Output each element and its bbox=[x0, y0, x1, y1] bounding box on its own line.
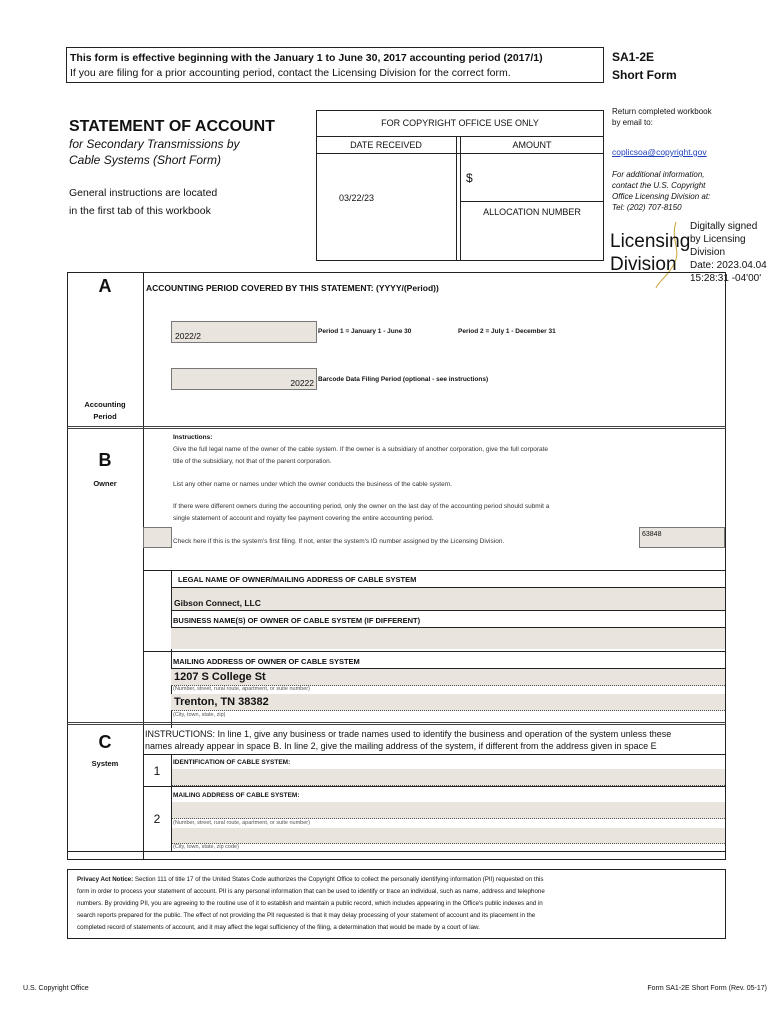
mailing-address-label: MAILING ADDRESS OF OWNER OF CABLE SYSTEM bbox=[173, 657, 360, 666]
section-c-label: System bbox=[91, 759, 119, 768]
section-b-instruction-2: List any other name or names under which the owner conducts the business of the cable system. bbox=[173, 481, 452, 488]
period-1-note: Period 1 = January 1 - June 30 bbox=[318, 328, 412, 335]
section-b-instructions-title: Instructions: bbox=[173, 434, 213, 441]
system-id-input[interactable] bbox=[639, 527, 725, 548]
accounting-period-value: 2022/2 bbox=[175, 331, 201, 341]
identification-input[interactable] bbox=[172, 769, 725, 786]
first-filing-text: Check here if this is the system's first filing. If not, enter the system's ID number assigned by the Licensing Division. bbox=[173, 538, 505, 545]
amount-label: AMOUNT bbox=[512, 140, 552, 150]
info-text-3: Office Licensing Division at: bbox=[612, 192, 711, 201]
privacy-title: Privacy Act Notice: bbox=[77, 876, 134, 883]
system-city-input[interactable] bbox=[172, 828, 725, 844]
city-state-value: Trenton, TN 38382 bbox=[174, 696, 269, 708]
effective-line-1: This form is effective beginning with the January 1 to June 30, 2017 accounting period (2017/1) bbox=[70, 52, 543, 64]
line-2-number: 2 bbox=[153, 812, 161, 826]
statement-title: STATEMENT OF ACCOUNT bbox=[69, 118, 275, 135]
allocation-number-label: ALLOCATION NUMBER bbox=[483, 207, 581, 217]
system-mailing-label: MAILING ADDRESS OF CABLE SYSTEM: bbox=[173, 792, 300, 799]
legal-name-value: Gibson Connect, LLC bbox=[174, 598, 261, 608]
section-b-instruction-1a: Give the full legal name of the owner of the cable system. If the owner is a subsidiary of another corporation, give the full corporate bbox=[173, 446, 549, 453]
first-filing-checkbox[interactable] bbox=[143, 527, 172, 548]
signature-detail-4: Date: 2023.04.04 bbox=[690, 260, 767, 271]
business-name-label: BUSINESS NAME(S) OF OWNER OF CABLE SYSTEM (IF DIFFERENT) bbox=[173, 616, 421, 625]
info-text-2: contact the U.S. Copyright bbox=[612, 181, 706, 190]
return-text-1: Return completed workbook bbox=[612, 107, 712, 116]
return-text-2: by email to: bbox=[612, 118, 653, 127]
street-address-hint: (Number, street, rural route, apartment, or suite number) bbox=[173, 686, 310, 692]
line-1-number: 1 bbox=[153, 764, 161, 778]
signature-detail-5: 15:28:31 -04'00' bbox=[690, 273, 762, 284]
effective-notice-box bbox=[66, 47, 604, 83]
privacy-line-1 bbox=[77, 876, 544, 883]
street-address-input[interactable] bbox=[171, 669, 725, 686]
city-state-input[interactable] bbox=[171, 694, 725, 711]
system-street-input[interactable] bbox=[172, 802, 725, 819]
signature-detail-1: Digitally signed bbox=[690, 221, 758, 232]
signature-name-2: Division bbox=[610, 254, 677, 275]
footer-right: Form SA1-2E Short Form (Rev. 05-17) bbox=[647, 985, 767, 992]
legal-name-label: LEGAL NAME OF OWNER/MAILING ADDRESS OF CABLE SYSTEM bbox=[178, 575, 417, 584]
section-a-letter: A bbox=[98, 276, 112, 296]
statement-subtitle-1: for Secondary Transmissions by bbox=[69, 137, 240, 151]
identification-label: IDENTIFICATION OF CABLE SYSTEM: bbox=[173, 759, 291, 766]
info-text-4: Tel: (202) 707-8150 bbox=[612, 203, 682, 212]
section-c-instruction-1: INSTRUCTIONS: In line 1, give any business or trade names used to identify the business and operation of the system unless these bbox=[145, 729, 672, 739]
section-b-instruction-3a: If there were different owners during the accounting period, only the owner on the last day of the accounting period should submit a bbox=[173, 503, 550, 510]
section-b-label: Owner bbox=[93, 479, 117, 488]
privacy-text-1: Section 111 of title 17 of the United States Code authorizes the Copyright Office to collect the personally identifying information (PII) requested on this bbox=[134, 876, 544, 883]
barcode-period-label: Barcode Data Filing Period (optional - see instructions) bbox=[318, 376, 489, 383]
section-b-instruction-1b: title of the subsidiary, not that of the parent corporation. bbox=[173, 458, 332, 465]
amount-dollar-sign: $ bbox=[466, 171, 473, 185]
barcode-period-value: 20222 bbox=[290, 378, 314, 388]
section-a-label-2: Period bbox=[93, 412, 117, 421]
general-instructions-2: in the first tab of this workbook bbox=[69, 205, 211, 217]
barcode-period-input[interactable] bbox=[171, 368, 317, 390]
form-type: Short Form bbox=[612, 68, 677, 82]
office-use-heading: FOR COPYRIGHT OFFICE USE ONLY bbox=[381, 118, 539, 128]
info-text-1: For additional information, bbox=[612, 170, 705, 179]
privacy-text-5: completed record of statements of account, and it may affect the legal sufficiency of the filing, a determination that would be made by a court of law. bbox=[77, 924, 480, 931]
legal-name-input[interactable] bbox=[171, 588, 725, 610]
signature-name-1: Licensing bbox=[610, 231, 691, 252]
section-b-letter: B bbox=[98, 450, 112, 470]
section-a-heading: ACCOUNTING PERIOD COVERED BY THIS STATEMENT: (YYYY/(Period)) bbox=[146, 283, 439, 293]
general-instructions-1: General instructions are located bbox=[69, 187, 218, 199]
date-received-value: 03/22/23 bbox=[339, 193, 375, 203]
privacy-text-2: form in order to process your statement of account. PII is any personal information that can be used to identify or trace an individual, such as name, address and telephone bbox=[77, 888, 545, 895]
date-received-label: DATE RECEIVED bbox=[350, 140, 422, 150]
system-city-hint: (City, town, state, zip code) bbox=[173, 844, 239, 850]
privacy-text-4: search reports prepared for the public. The effect of not providing the PII requested is that it may delay processing of your statement of account and its placement in the bbox=[77, 912, 536, 919]
section-c-instruction-2: names already appear in space B. In line 2, give the mailing address of the system, if different from the address given in space E bbox=[145, 741, 657, 751]
system-id-value: 63848 bbox=[642, 531, 662, 538]
form-id: SA1-2E bbox=[612, 50, 655, 64]
section-c-letter: C bbox=[98, 732, 112, 752]
signature-detail-3: Division bbox=[690, 247, 726, 258]
signature-detail-2: by Licensing bbox=[690, 234, 746, 245]
street-address-value: 1207 S College St bbox=[174, 671, 266, 683]
statement-subtitle-2: Cable Systems (Short Form) bbox=[69, 153, 222, 167]
business-name-input[interactable] bbox=[171, 628, 725, 649]
section-a-label-1: Accounting bbox=[84, 400, 126, 409]
period-2-note: Period 2 = July 1 - December 31 bbox=[458, 328, 556, 335]
accounting-period-input[interactable] bbox=[171, 321, 317, 343]
section-b-instruction-3b: single statement of account and royalty fee payment covering the entire accounting period. bbox=[173, 515, 434, 522]
email-link[interactable]: coplicsoa@copyright.gov bbox=[612, 147, 707, 157]
system-street-hint: (Number, street, rural route, apartment, or suite number) bbox=[173, 820, 310, 826]
effective-line-2: If you are filing for a prior accounting period, contact the Licensing Division for the correct form. bbox=[70, 67, 511, 79]
footer-left: U.S. Copyright Office bbox=[23, 985, 89, 992]
city-state-hint: (City, town, state, zip) bbox=[173, 712, 226, 718]
privacy-text-3: numbers. By providing PII, you are agreeing to the routine use of it to establish and maintain a public record, which includes appearing in the Office's public indexes and in bbox=[77, 900, 543, 907]
